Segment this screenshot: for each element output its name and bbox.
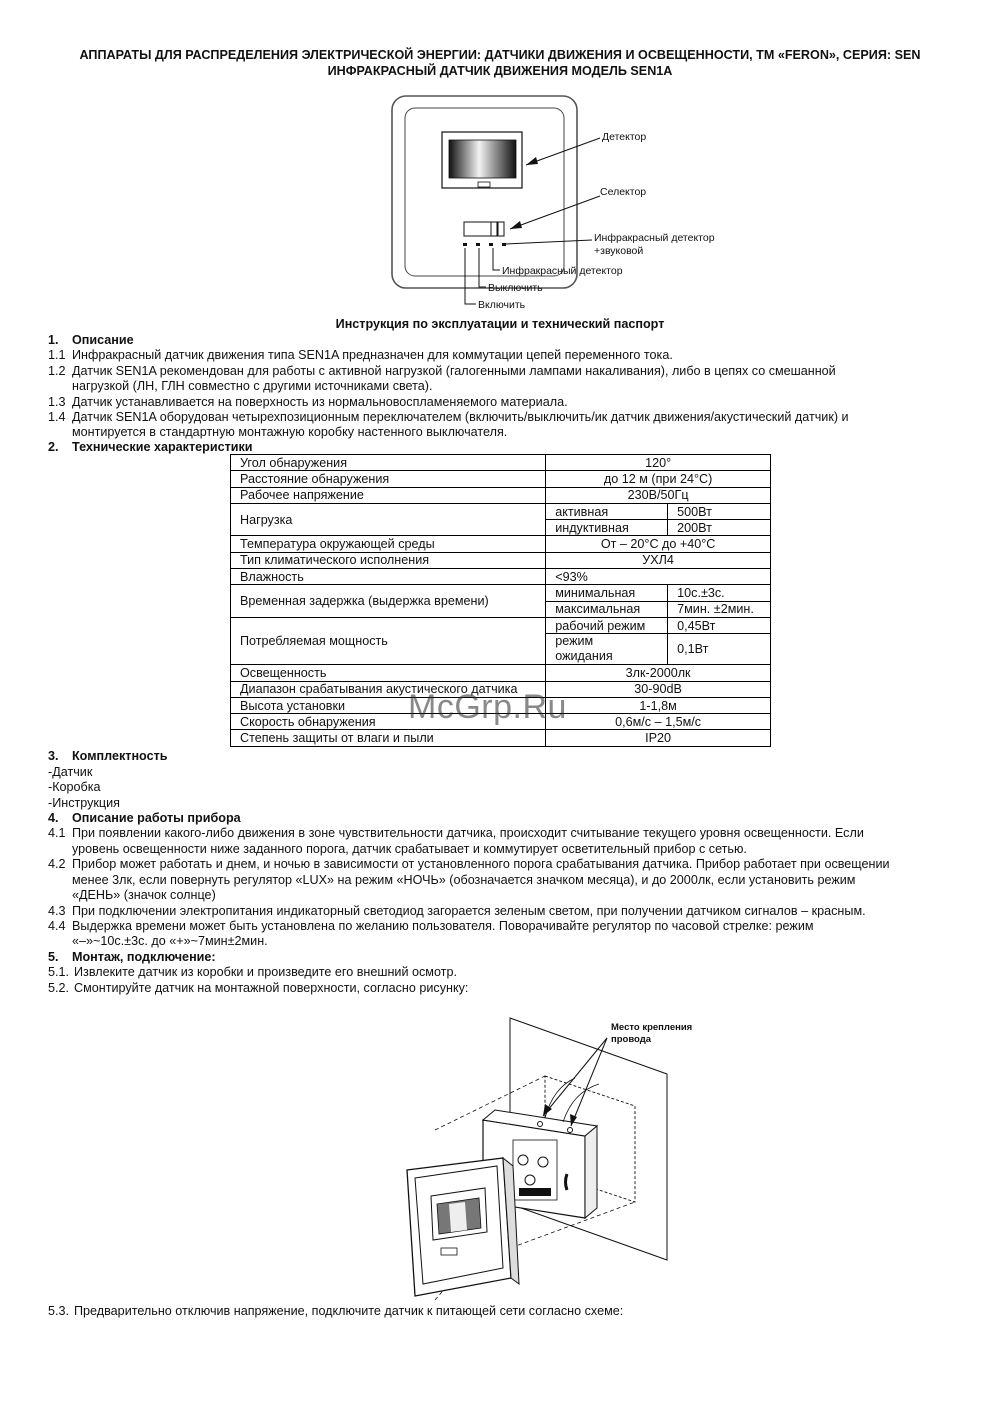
spec-row: Степень защиты от влаги и пыли IP20 [231, 730, 771, 746]
item-4-4-cont: «–»~10с.±3с. до «+»~7мин±2мин. [72, 934, 268, 948]
kit-item: -Коробка [48, 780, 101, 794]
spec-row: Диапазон срабатывания акустического датчика 30-90dB [231, 681, 771, 697]
label-selector: Селектор [600, 186, 647, 198]
doc-header-line1: АППАРАТЫ ДЛЯ РАСПРЕДЕЛЕНИЯ ЭЛЕКТРИЧЕСКОЙ ЭНЕРГИИ: ДАТЧИКИ ДВИЖЕНИЯ И ОСВЕЩЕННОСТИ, ТМ «FERON», СЕРИЯ: SEN [79, 48, 921, 62]
section-4-heading: 4. Описание работы прибора [48, 811, 241, 825]
label-ir-sound-line1: Инфракрасный детектор [594, 232, 715, 244]
spec-row: Освещенность 3лк-2000лк [231, 665, 771, 681]
indicator-led [478, 182, 490, 187]
doc-header-line2: ИНФРАКРАСНЫЙ ДАТЧИК ДВИЖЕНИЯ МОДЕЛЬ SEN1A [327, 64, 673, 78]
spec-row: Тип климатического исполнения УХЛ4 [231, 552, 771, 568]
spec-row: максимальная 7мин. ±2мин. [231, 601, 771, 617]
item-4-4: 4.4 Выдержка времени может быть установлена по желанию пользователя. Поворачивайте регулятор по часовой стрелке: режим [48, 919, 814, 933]
spec-row: Расстояние обнаружения до 12 м (при 24°С) [231, 471, 771, 487]
section-3-heading: 3. Комплектность [48, 749, 168, 763]
item-4-1-cont: уровень освещенности ниже заданного порога, датчик срабатывает и коммутирует осветительный прибор с сетью. [72, 842, 747, 856]
detector-lens [449, 140, 516, 178]
spec-row: Высота установки 1-1,8м [231, 697, 771, 713]
label-ir-sound-line2: +звуковой [594, 245, 644, 257]
spec-row: Скорость обнаружения 0,6м/с – 1,5м/с [231, 714, 771, 730]
item-4-3: 4.3 При подключении электропитания индикаторный светодиод загорается зеленым светом, при получении датчиком сигналов – красным. [48, 904, 866, 918]
spec-row: Нагрузка активная 500Вт [231, 503, 771, 519]
doc-title: Инструкция по эксплуатации и технический паспорт [335, 317, 665, 331]
kit-item: -Инструкция [48, 796, 121, 810]
item-1-2-cont: нагрузкой (ЛН, ГЛН совместно с другими источниками света). [72, 379, 433, 393]
label-off: Выключить [488, 282, 543, 294]
item-4-2-cont2: «ДЕНЬ» (значок солнце) [72, 888, 216, 902]
section-5-heading: 5. Монтаж, подключение: [48, 950, 216, 964]
item-4-2-cont: менее 3лк, если повернуть регулятор «LUX» на режим «НОЧЬ» (обозначается значком месяца), и до 2000лк, если установить режим [72, 873, 856, 887]
item-1-4: 1.4 Датчик SEN1A оборудован четырехпозиционным переключателем (включить/выключить/ик датчик движения/акустический датчик) и [48, 410, 849, 424]
spec-row: Рабочее напряжение 230В/50Гц [231, 487, 771, 503]
item-5-1: 5.1. Извлеките датчик из коробки и произведите его внешний осмотр. [48, 965, 457, 979]
spec-row: Влажность <93% [231, 569, 771, 585]
item-1-4-cont: монтируется в стандартную монтажную коробку настенного выключателя. [72, 425, 508, 439]
label-wire-mount-line1: Место крепления [611, 1022, 693, 1033]
spec-row: Температура окружающей среды От – 20°С до +40°С [231, 536, 771, 552]
section-1-heading: 1. Описание [48, 333, 134, 347]
label-wire-mount-line2: провода [611, 1034, 652, 1045]
item-4-2: 4.2 Прибор может работать и днем, и ночью в зависимости от установленного порога срабатывания датчика. Прибор работает при освещении [48, 857, 890, 871]
spec-row: Угол обнаружения 120° [231, 455, 771, 471]
item-5-2: 5.2. Смонтируйте датчик на монтажной поверхности, согласно рисунку: [48, 981, 469, 995]
item-1-2: 1.2 Датчик SEN1A рекомендован для работы с активной нагрузкой (галогенными лампами накаливания), либо в цепях со смешанной [48, 364, 836, 378]
label-on: Включить [478, 299, 526, 311]
mounting-diagram [395, 1010, 695, 1300]
label-ir: Инфракрасный детектор [502, 265, 623, 277]
item-4-1: 4.1 При появлении какого-либо движения в зоне чувствительности датчика, происходит считывание текущего уровня освещенности. Если [48, 826, 864, 840]
sensor-front-diagram [380, 88, 740, 314]
spec-row: Временная задержка (выдержка времени) минимальная 10с.±3с. [231, 585, 771, 601]
kit-item: -Датчик [48, 765, 93, 779]
item-5-3: 5.3. Предварительно отключив напряжение, подключите датчик к питающей сети согласно схеме: [48, 1304, 624, 1318]
spec-row: режим ожидания 0,1Вт [231, 634, 771, 665]
item-1-3: 1.3 Датчик устанавливается на поверхность из нормальновоспламеняемого материала. [48, 395, 568, 409]
spec-row: Потребляемая мощность рабочий режим 0,45Вт [231, 617, 771, 633]
watermark: McGrp.Ru [408, 688, 567, 726]
spec-row: индуктивная 200Вт [231, 520, 771, 536]
item-1-1: 1.1 Инфракрасный датчик движения типа SEN1A предназначен для коммутации цепей переменного тока. [48, 348, 673, 362]
label-detector: Детектор [602, 131, 647, 143]
section-2-heading: 2. Технические характеристики [48, 440, 253, 454]
